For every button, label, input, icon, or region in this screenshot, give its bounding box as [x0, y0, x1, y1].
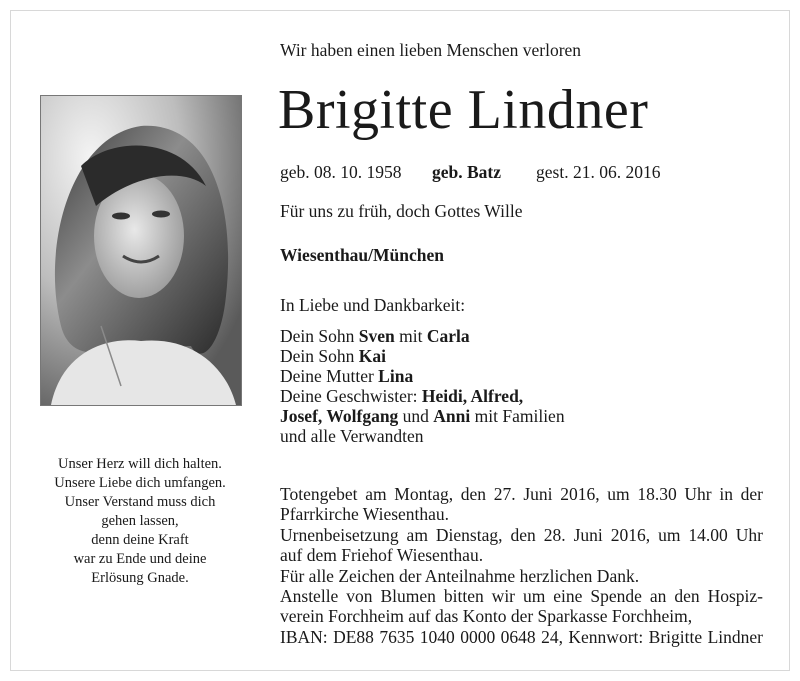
notice-line: Urnenbeisetzung am Dienstag, den 28. Juni 2016, um 14.00 Uhr — [280, 524, 763, 545]
notice-line: verein Forchheim auf das Konto der Sparkasse Forchheim, — [280, 606, 693, 627]
poem-line: Unser Verstand muss dich — [64, 494, 216, 510]
poem-line: Erlösung Gnade. — [91, 570, 189, 586]
mourner-line: Dein Sohn Sven mit Carla — [280, 326, 470, 346]
hometown: Wiesenthau/München — [280, 245, 445, 265]
birth-date: geb. 08. 10. 1958 — [280, 162, 402, 182]
mourner-line: Deine Mutter Lina — [280, 366, 414, 386]
poem-line: gehen lassen, — [101, 513, 179, 529]
deceased-name: Brigitte Lindner — [278, 79, 649, 141]
notice-line: Totengebet am Montag, den 27. Juni 2016, um 18.30 Uhr in der — [280, 484, 763, 504]
mourners-list — [280, 326, 565, 446]
mourner-line: und alle Verwandten — [280, 426, 424, 446]
portrait-photo — [40, 95, 242, 406]
notice-line: Anstelle von Blumen bitten wir um eine Spende an den Hospiz- — [280, 586, 763, 607]
poem-line: Unser Herz will dich halten. — [58, 456, 222, 472]
mourner-line: Dein Sohn Kai — [280, 346, 386, 366]
maiden-name: geb. Batz — [432, 162, 502, 182]
notice-line: auf dem Friehof Wiesenthau. — [280, 545, 484, 566]
motto-line: Für uns zu früh, doch Gottes Wille — [280, 201, 523, 221]
notice-line: IBAN: DE88 7635 1040 0000 0648 24, Kennwort: Brigitte Lindner — [280, 626, 763, 647]
memorial-poem — [30, 455, 250, 588]
notice-line: Für alle Zeichen der Anteilnahme herzlichen Dank. — [280, 565, 640, 586]
mourner-line: Josef, Wolfgang und Anni mit Familien — [280, 406, 565, 426]
mourner-line: Deine Geschwister: Heidi, Alfred, — [280, 386, 524, 406]
mourners-intro: In Liebe und Dankbarkeit: — [280, 295, 466, 315]
poem-line: denn deine Kraft — [91, 532, 189, 548]
notice-line: Pfarrkirche Wiesenthau. — [280, 504, 450, 525]
intro-line: Wir haben einen lieben Menschen verloren — [280, 40, 582, 60]
poem-line: war zu Ende und deine — [73, 551, 207, 567]
service-notice — [280, 484, 763, 647]
death-date: gest. 21. 06. 2016 — [536, 162, 661, 182]
poem-line: Unsere Liebe dich umfangen. — [54, 475, 226, 491]
